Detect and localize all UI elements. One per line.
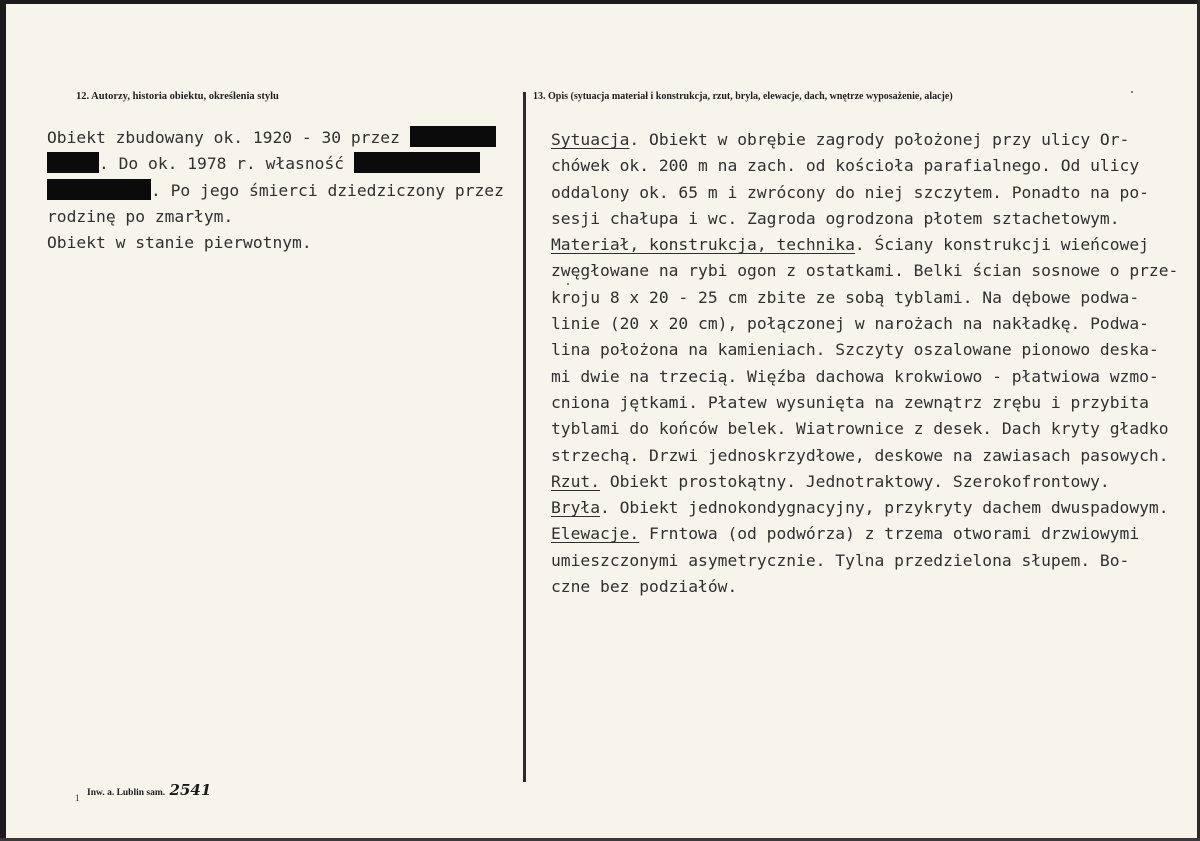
text-segment: kroju 8 x 20 - 25 cm zbite ze sobą tyblami. Na dębowe podwa-: [551, 287, 1140, 307]
description-line: [551, 574, 1178, 600]
text-segment: lina położona na kamieniach. Szczyty oszalowane pionowo deska-: [551, 340, 1159, 360]
history-line: [47, 151, 504, 177]
underlined-heading: Bryła: [551, 498, 601, 518]
description-line: [551, 364, 1178, 390]
text-segment: linie (20 x 20 cm), połączonej w narożach na nakładkę. Podwa-: [551, 314, 1149, 334]
redaction-bar: [354, 152, 480, 173]
text-segment: chówek ok. 200 m na zach. od kościoła parafialnego. Od ulicy: [551, 156, 1140, 176]
description-line: [551, 311, 1178, 337]
description-line: [551, 206, 1178, 232]
description-text-block: [551, 127, 1178, 600]
description-line: [551, 495, 1178, 521]
right-section-header: 13. Opis (sytuacja materiał i konstrukcja, rzut, bryla, elewacje, dach, wnętrze wyposażenie, alacje): [533, 91, 953, 102]
text-segment: . Obiekt jednokondygnacyjny, przykryty dachem dwuspadowym.: [600, 498, 1169, 518]
history-line: [47, 125, 504, 151]
description-line: [551, 390, 1178, 416]
description-line: [551, 521, 1178, 547]
paper-speck: [567, 283, 569, 285]
text-segment: oddalony ok. 65 m i zwrócony do niej szczytem. Ponadto na po-: [551, 182, 1149, 202]
text-segment: . Obiekt w obrębie zagrody położonej przy ulicy Or-: [629, 130, 1130, 149]
underlined-heading: Elewacje.: [551, 524, 640, 544]
text-segment: . Po jego śmierci dziedziczony przez: [151, 180, 504, 200]
description-line: [551, 469, 1178, 495]
description-line: [551, 443, 1178, 469]
text-segment: sesji chałupa i wc. Zagroda ogrodzona płotem sztachetowym.: [551, 208, 1120, 228]
history-text-block: [47, 125, 504, 256]
history-line: [47, 178, 504, 204]
description-line: [551, 180, 1178, 206]
redaction-bar: [47, 152, 99, 173]
paper-speck: [1131, 91, 1133, 93]
history-line: [47, 204, 504, 230]
column-divider: [523, 92, 526, 782]
description-line: [551, 153, 1178, 179]
description-line: [551, 232, 1178, 258]
text-segment: . Do ok. 1978 r. własność: [99, 154, 354, 174]
description-line: [551, 127, 1178, 153]
text-segment: Obiekt zbudowany ok. 1920 - 30 przez: [47, 128, 410, 147]
underlined-heading: Rzut.: [551, 471, 601, 491]
text-segment: Obiekt prostokątny. Jednotraktowy. Szerokofrontowy.: [600, 471, 1110, 491]
text-segment: cniona jętkami. Płatew wysunięta na zewnątrz zrębu i przybita: [551, 392, 1149, 412]
stamp-text: Inw. a. Lublin sam.: [87, 788, 166, 798]
text-segment: umieszczonymi asymetrycznie. Tylna przedzielona słupem. Bo-: [551, 550, 1130, 570]
text-segment: mi dwie na trzecią. Więźba dachowa krokwiowo - płatwiowa wzmo-: [551, 366, 1159, 386]
description-line: [551, 548, 1178, 574]
history-line: [47, 230, 504, 256]
text-segment: strzechą. Drzwi jednoskrzydłowe, deskowe na zawiasach pasowych.: [551, 445, 1169, 465]
margin-mark: 1: [75, 793, 80, 803]
text-segment: zwęgłowane na rybi ogon z ostatkami. Belki ścian sosnowe o prze-: [551, 261, 1179, 281]
text-segment: Obiekt w stanie pierwotnym.: [47, 233, 312, 253]
top-edge: [0, 0, 1200, 4]
text-segment: czne bez podziałów.: [551, 577, 738, 597]
description-line: [551, 258, 1178, 284]
inventory-stamp: [87, 781, 211, 799]
description-line: [551, 337, 1178, 363]
underlined-heading: Materiał, konstrukcja, technika: [551, 235, 855, 255]
redaction-bar: [47, 179, 151, 200]
stamp-number: 2541: [169, 781, 212, 799]
text-segment: tyblami do końców belek. Wiatrownice z desek. Dach kryty gładko: [551, 419, 1169, 439]
text-segment: rodzinę po zmarłym.: [47, 206, 234, 226]
underlined-heading: Sytuacja: [551, 130, 630, 149]
text-segment: Frntowa (od podwórza) z trzema otworami drzwiowymi: [639, 524, 1140, 544]
description-line: [551, 285, 1178, 311]
left-edge: [0, 0, 6, 841]
left-section-header: 12. Autorzy, historia obiektu, określenia stylu: [76, 91, 279, 102]
redaction-bar: [410, 126, 496, 147]
text-segment: . Ściany konstrukcji wieńcowej: [854, 235, 1149, 255]
description-line: [551, 416, 1178, 442]
